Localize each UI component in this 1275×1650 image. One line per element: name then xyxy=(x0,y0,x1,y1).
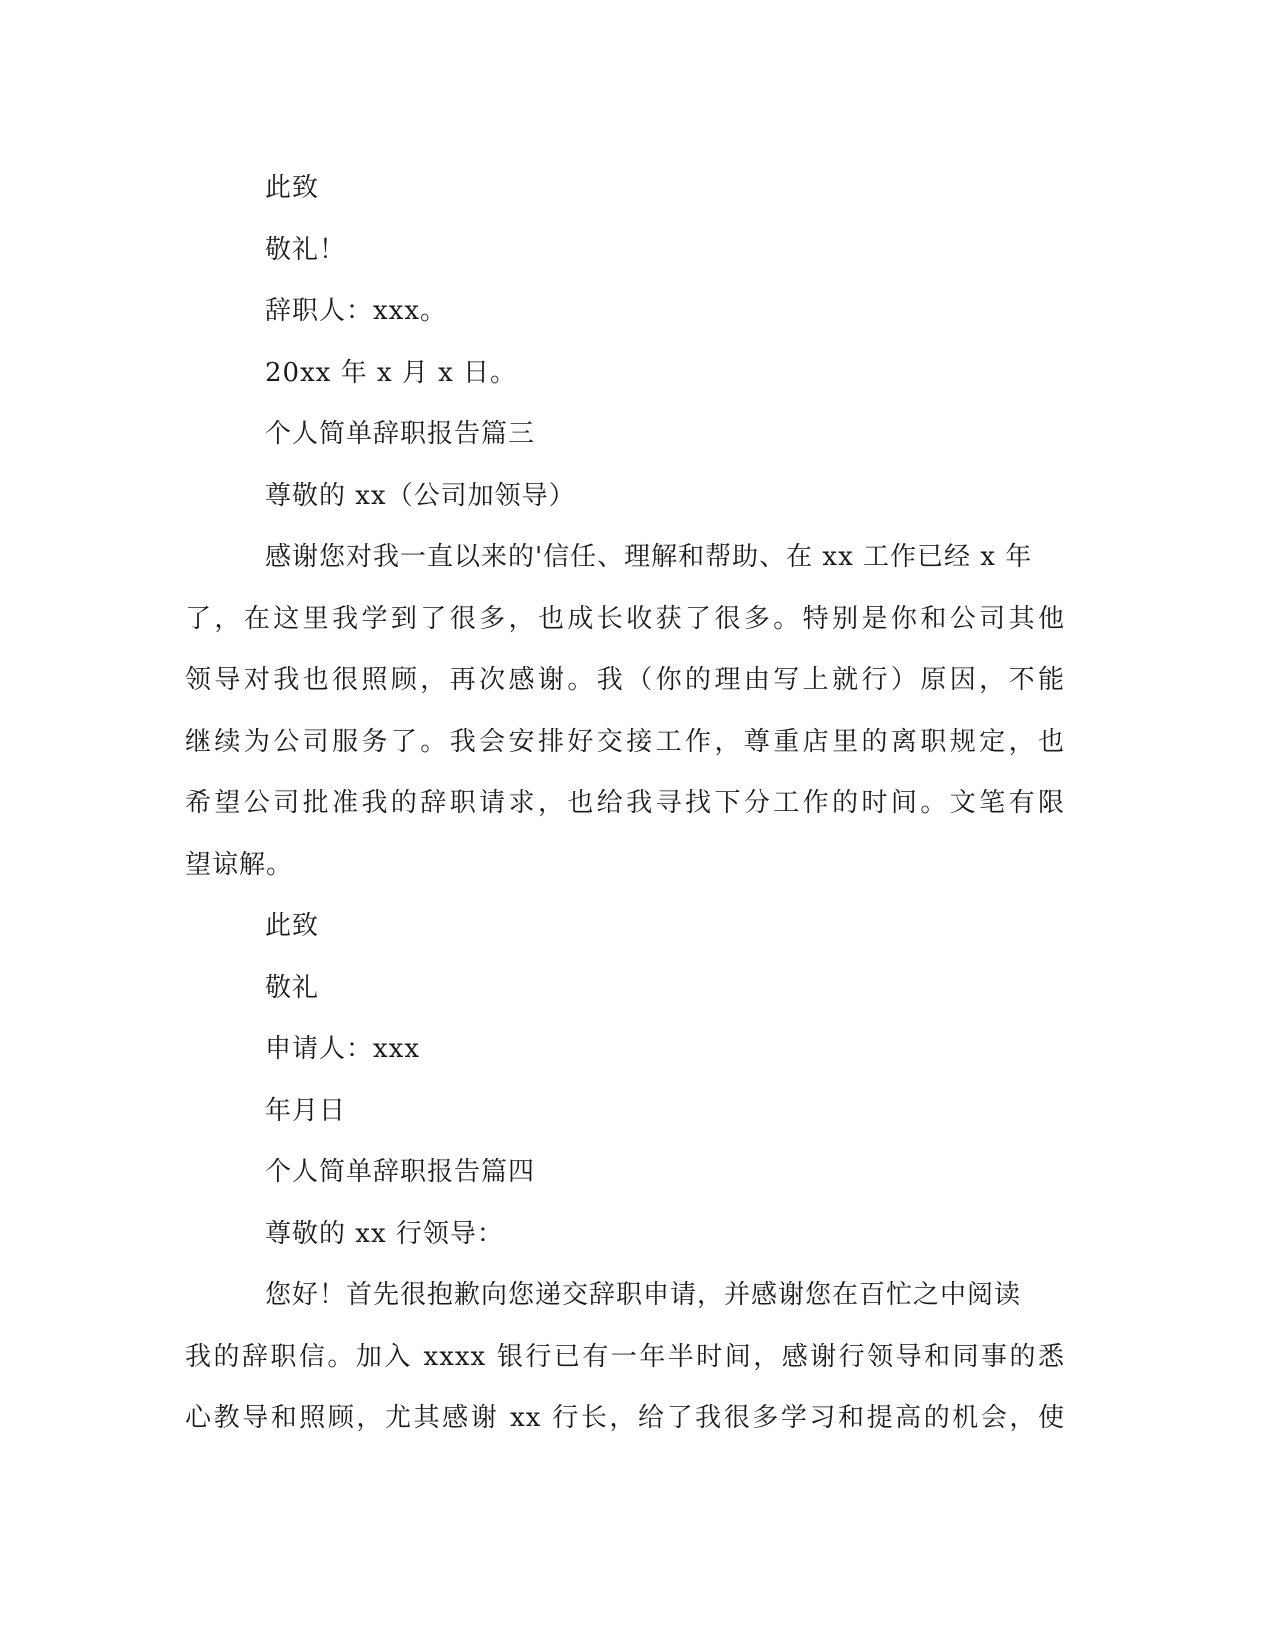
document-body xyxy=(185,158,1065,1450)
applicant-line: 申请人：xxx xyxy=(265,1034,420,1064)
closing-salutation: 此致 xyxy=(265,173,320,203)
paragraph-4-line-1: 您好！首先很抱歉向您递交辞职申请，并感谢您在百忙之中阅读 xyxy=(265,1280,1022,1310)
greeting-4: 尊敬的 xx 行领导： xyxy=(265,1218,504,1249)
closing-regards: 敬礼！ xyxy=(265,234,347,265)
paragraph-3-line-3: 领导对我也很照顾，再次感谢。我（你的理由写上就行）原因，不能 xyxy=(185,665,1065,695)
date-line: 20xx 年 x 月 x 日。 xyxy=(265,357,518,388)
signer-line: 辞职人：xxx。 xyxy=(265,296,447,326)
paragraph-3-line-5: 希望公司批准我的辞职请求，也给我寻找下分工作的时间。文笔有限 xyxy=(185,788,1065,818)
paragraph-4-line-2: 我的辞职信。加入 xxxx 银行已有一年半时间，感谢行领导和同事的悉 xyxy=(185,1341,1065,1372)
paragraph-3-line-1: 感谢您对我一直以来的'信任、理解和帮助、在 xx 工作已经 x 年 xyxy=(265,542,1033,572)
section-heading-3: 个人简单辞职报告篇三 xyxy=(265,419,536,449)
paragraph-3-line-2: 了，在这里我学到了很多，也成长收获了很多。特别是你和公司其他 xyxy=(185,603,1065,634)
paragraph-4-line-3: 心教导和照顾，尤其感谢 xx 行长，给了我很多学习和提高的机会，使 xyxy=(185,1403,1065,1433)
date-line-3: 年月日 xyxy=(265,1095,347,1126)
paragraph-3-line-6: 望谅解。 xyxy=(185,849,294,880)
section-heading-4: 个人简单辞职报告篇四 xyxy=(265,1157,536,1187)
closing-salutation-3: 此致 xyxy=(265,911,320,941)
closing-regards-3: 敬礼 xyxy=(265,972,320,1003)
paragraph-3-line-4: 继续为公司服务了。我会安排好交接工作，尊重店里的离职规定，也 xyxy=(185,726,1065,757)
greeting-3: 尊敬的 xx（公司加领导） xyxy=(265,480,576,511)
